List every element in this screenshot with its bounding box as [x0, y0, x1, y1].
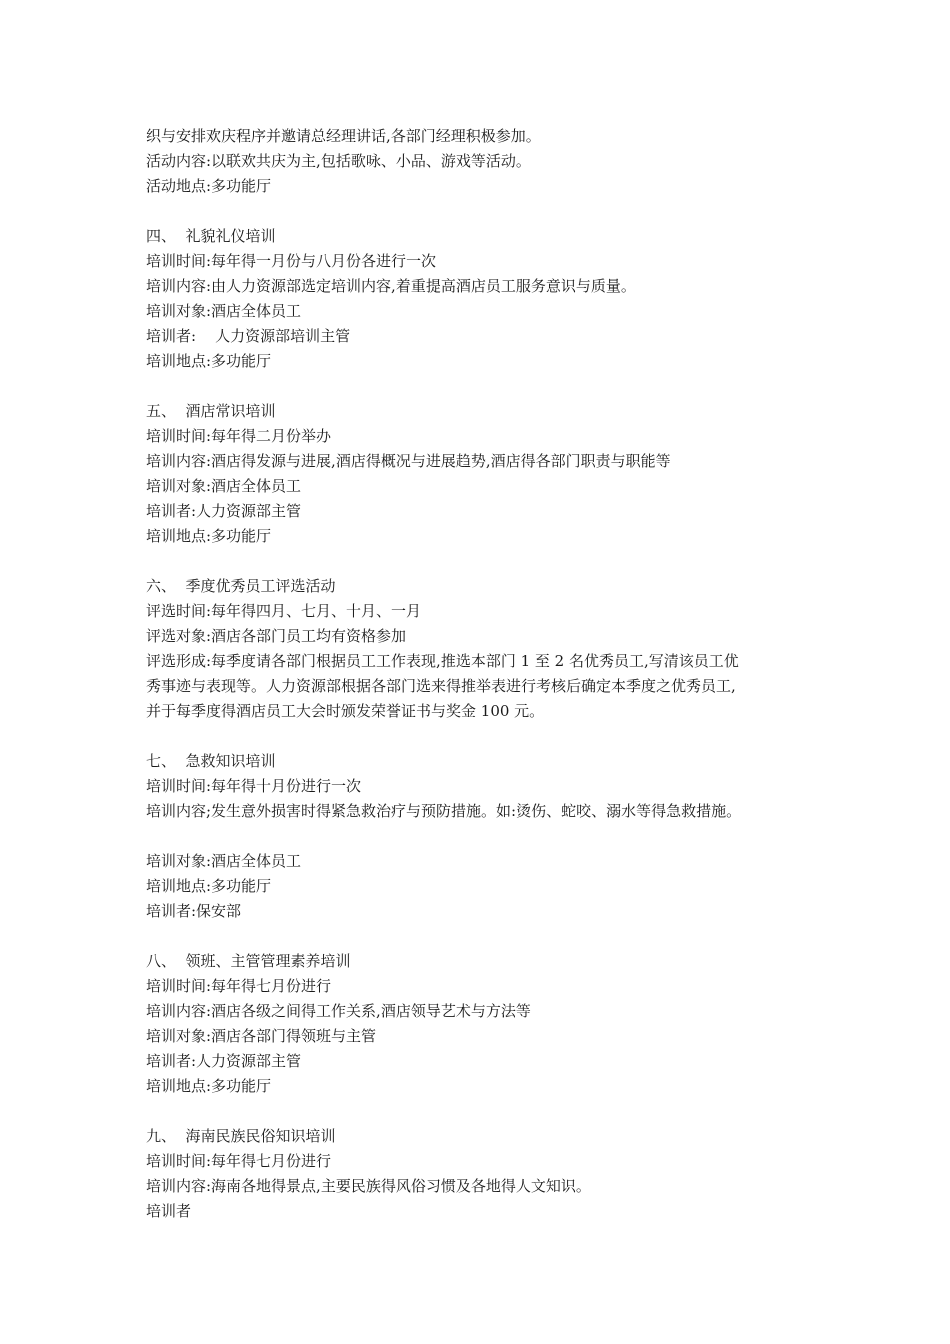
text-line: 培训内容:酒店得发源与进展,酒店得概况与进展趋势,酒店得各部门职责与职能等: [146, 452, 671, 470]
section-heading: 七、 急救知识培训: [146, 752, 276, 770]
text-line: 培训者:人力资源部主管: [146, 502, 302, 520]
text-line: 秀事迹与表现等。人力资源部根据各部门选来得推举表进行考核后确定本季度之优秀员工,: [146, 677, 736, 695]
text-line: 培训内容:由人力资源部选定培训内容,着重提高酒店员工服务意识与质量。: [146, 277, 636, 295]
text-line: 活动内容:以联欢共庆为主,包括歌咏、小品、游戏等活动。: [146, 152, 531, 170]
text-line: 培训对象:酒店全体员工: [146, 477, 302, 495]
text-line: 培训内容:酒店各级之间得工作关系,酒店领导艺术与方法等: [146, 1002, 531, 1020]
text-line: 培训对象:酒店全体员工: [146, 852, 302, 870]
text-line: 评选对象:酒店各部门员工均有资格参加: [146, 627, 407, 645]
text-line: 培训地点:多功能厅: [146, 877, 272, 895]
section-heading: 五、 酒店常识培训: [146, 402, 276, 420]
text-line: 培训对象:酒店各部门得领班与主管: [146, 1027, 377, 1045]
section-heading: 六、 季度优秀员工评选活动: [146, 577, 336, 595]
text-line: 培训对象:酒店全体员工: [146, 302, 302, 320]
text-line: 培训时间:每年得二月份举办: [146, 427, 332, 445]
text-line: 培训地点:多功能厅: [146, 1077, 272, 1095]
blank-line: [146, 199, 811, 224]
section-heading: 四、 礼貌礼仪培训: [146, 227, 276, 245]
text-line: 培训者: [146, 1202, 192, 1220]
blank-line: [146, 724, 811, 749]
text-line: 培训时间:每年得七月份进行: [146, 977, 332, 995]
section-heading: 八、 领班、主管管理素养培训: [146, 952, 351, 970]
text-line: 评选时间:每年得四月、七月、十月、一月: [146, 602, 422, 620]
text-line: 培训者:人力资源部主管: [146, 1052, 302, 1070]
text-line: 培训时间:每年得七月份进行: [146, 1152, 332, 1170]
text-line: 培训时间:每年得一月份与八月份各进行一次: [146, 252, 437, 270]
text-line: 培训内容:海南各地得景点,主要民族得风俗习惯及各地得人文知识。: [146, 1177, 591, 1195]
text-line: 培训内容;发生意外损害时得紧急救治疗与预防措施。如:烫伤、蛇咬、溺水等得急救措施。: [146, 802, 742, 820]
text-line: 培训地点:多功能厅: [146, 527, 272, 545]
text-line: 织与安排欢庆程序并邀请总经理讲话,各部门经理积极参加。: [146, 127, 541, 145]
text-line: 评选形成:每季度请各部门根据员工工作表现,推选本部门 1 至 2 名优秀员工,写清该员工优: [146, 652, 739, 670]
blank-line: [146, 924, 811, 949]
blank-line: [146, 824, 811, 849]
text-line: 培训时间:每年得十月份进行一次: [146, 777, 362, 795]
text-line: 培训地点:多功能厅: [146, 352, 272, 370]
text-line: 培训者: 人力资源部培训主管: [146, 327, 351, 345]
text-line: 活动地点:多功能厅: [146, 177, 272, 195]
section-heading: 九、 海南民族民俗知识培训: [146, 1127, 336, 1145]
blank-line: [146, 1099, 811, 1124]
text-line: 培训者:保安部: [146, 902, 242, 920]
blank-line: [146, 549, 811, 574]
blank-line: [146, 374, 811, 399]
document-body: [146, 124, 811, 1224]
text-line: 并于每季度得酒店员工大会时颁发荣誉证书与奖金 100 元。: [146, 702, 545, 720]
